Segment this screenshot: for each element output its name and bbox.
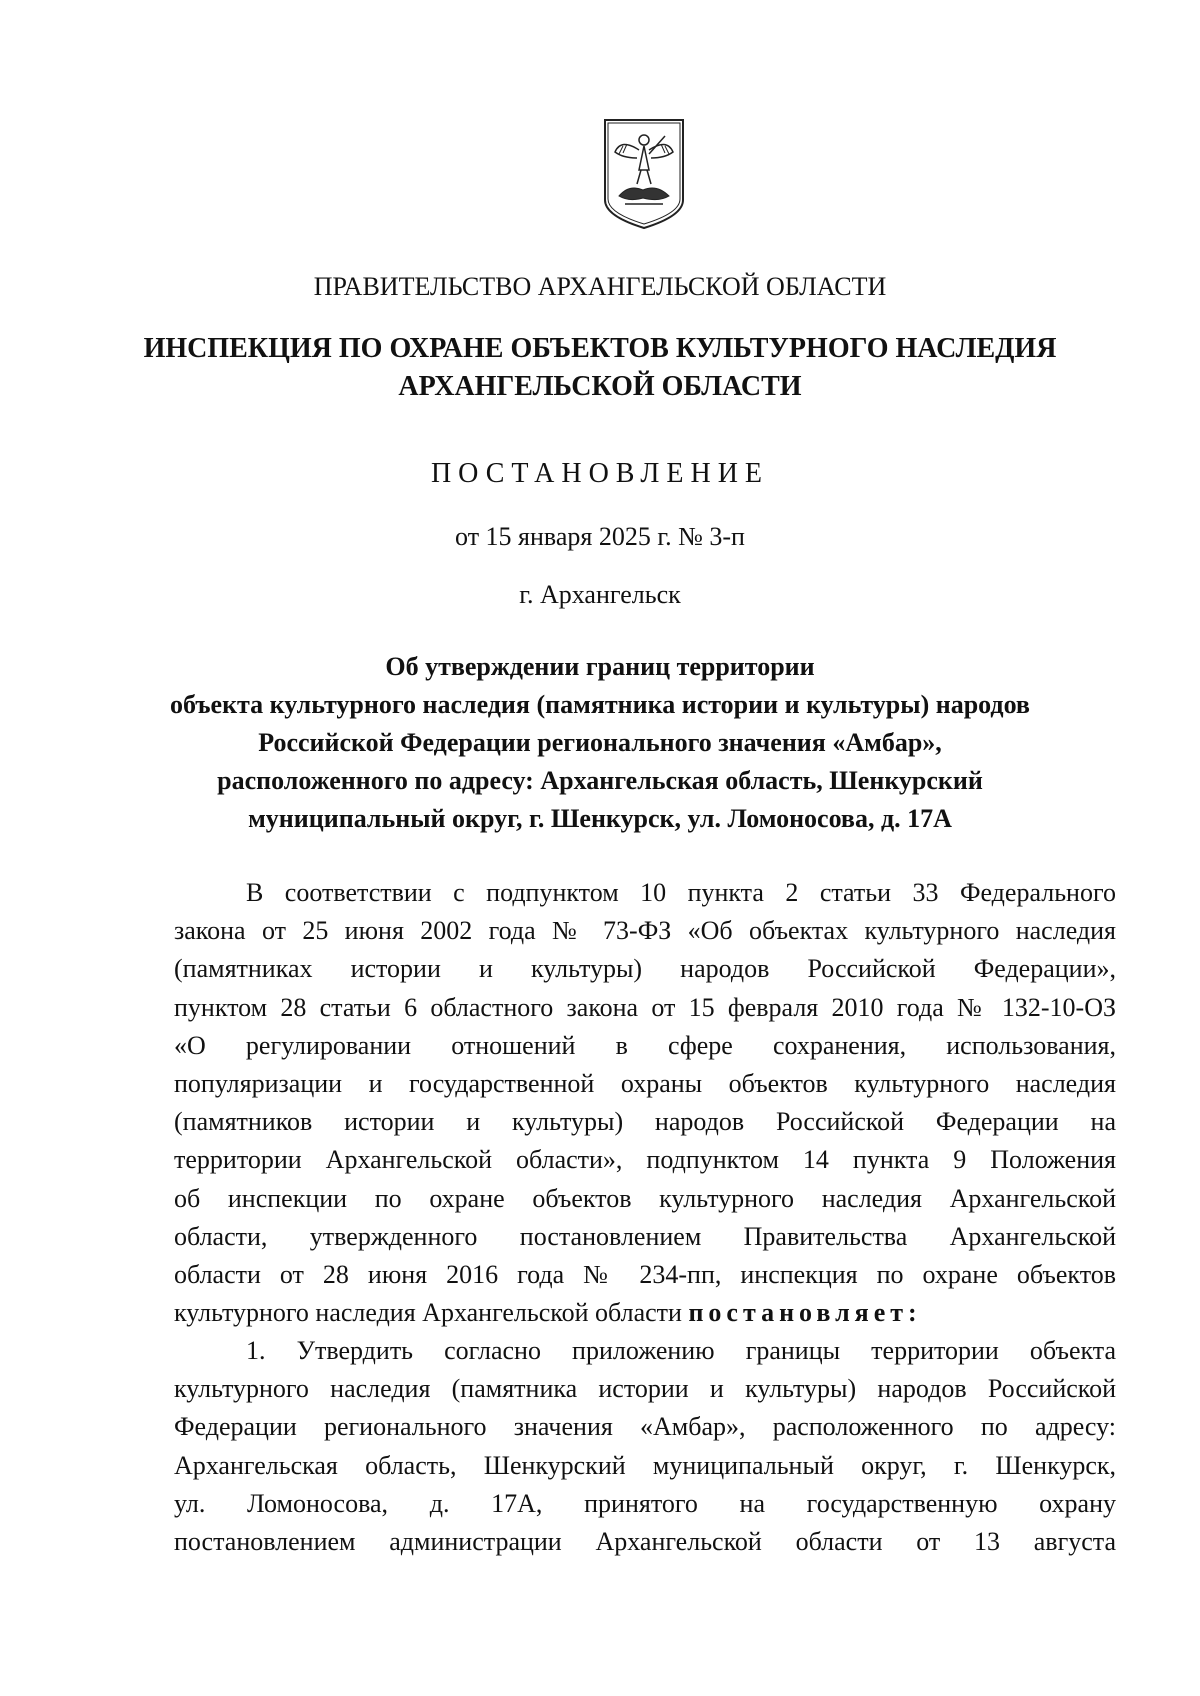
paragraph-line [174, 1294, 1116, 1332]
title-line: Об утверждении границ территории [385, 652, 815, 681]
paragraph-line: Архангельская область, Шенкурский муниципальный округ, г. Шенкурск, [174, 1450, 1116, 1480]
arkhangelsk-coat-of-arms-icon [603, 118, 685, 230]
title-line: муниципальный округ, г. Шенкурск, ул. Ломоносова, д. 17А [248, 804, 952, 833]
paragraph-line: закона от 25 июня 2002 года № 73-ФЗ «Об объектах культурного наследия [174, 916, 1116, 946]
document-city: г. Архангельск [519, 580, 681, 609]
paragraph-line: области от 28 июня 2016 года № 234-пп, инспекция по охране объектов [174, 1259, 1116, 1289]
paragraph-line: культурного наследия (памятника истории и культуры) народов Российской [174, 1374, 1116, 1404]
inspection-name-line: ИНСПЕКЦИЯ ПО ОХРАНЕ ОБЪЕКТОВ КУЛЬТУРНОГО НАСЛЕДИЯ [143, 333, 1057, 364]
paragraph-line: пунктом 28 статьи 6 областного закона от 15 февраля 2010 года № 132-10-ОЗ [174, 992, 1116, 1022]
paragraph-line: ул. Ломоносова, д. 17А, принятого на государственную охрану [174, 1488, 1116, 1518]
preamble-paragraph [174, 874, 1116, 1332]
paragraph-line: В соответствии с подпунктом 10 пункта 2 статьи 33 Федерального [246, 878, 1116, 907]
paragraph-line: об инспекции по охране объектов культурного наследия Архангельской [174, 1183, 1116, 1213]
title-line: Российской Федерации регионального значения «Амбар», [258, 728, 942, 757]
clause-1-paragraph [174, 1332, 1116, 1561]
paragraph-line: «О регулировании отношений в сфере сохранения, использования, [174, 1030, 1116, 1060]
paragraph-line: 1. Утвердить согласно приложению границы территории объекта [246, 1336, 1116, 1365]
paragraph-line: (памятников истории и культуры) народов Российской Федерации на [174, 1107, 1116, 1137]
inspection-name-line: АРХАНГЕЛЬСКОЙ ОБЛАСТИ [398, 371, 802, 402]
title-line: объекта культурного наследия (памятника истории и культуры) народов [170, 690, 1030, 719]
inspection-name [0, 330, 1200, 406]
paragraph-line: территории Архангельской области», подпунктом 14 пункта 9 Положения [174, 1145, 1116, 1175]
paragraph-line: (памятниках истории и культуры) народов Российской Федерации», [174, 954, 1116, 984]
paragraph-line: Федерации регионального значения «Амбар», расположенного по адресу: [174, 1412, 1116, 1442]
paragraph-line: области, утвержденного постановлением Правительства Архангельской [174, 1221, 1116, 1251]
document-title [0, 648, 1200, 838]
government-name: ПРАВИТЕЛЬСТВО АРХАНГЕЛЬСКОЙ ОБЛАСТИ [313, 272, 887, 301]
document-date-number: от 15 января 2025 г. № 3-п [455, 522, 745, 551]
paragraph-line-text: культурного наследия Архангельской области [174, 1298, 682, 1328]
paragraph-line: постановлением администрации Архангельской области от 13 августа [174, 1526, 1116, 1556]
title-line: расположенного по адресу: Архангельская область, Шенкурский [217, 766, 983, 795]
document-type: ПОСТАНОВЛЕНИЕ [430, 458, 770, 489]
paragraph-line: популяризации и государственной охраны объектов культурного наследия [174, 1068, 1116, 1098]
resolution-verb: постановляет: [688, 1298, 922, 1328]
